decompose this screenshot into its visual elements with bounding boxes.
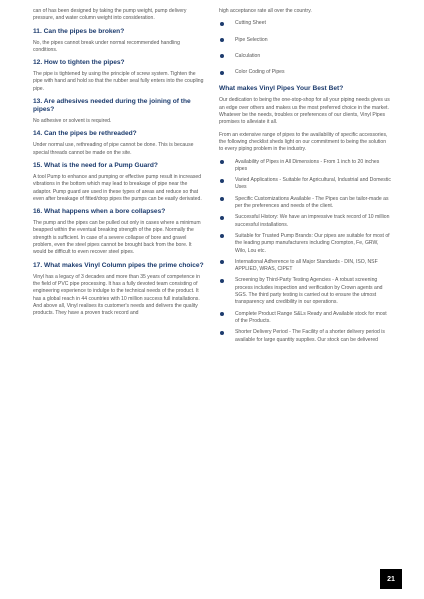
topics-list [219, 20, 391, 76]
list-item: Varied Applications - Suitable for Agricultural, Industrial and Domestic Uses [219, 177, 391, 192]
faq-heading-14: 14. Can the pipes be rethreaded? [33, 130, 137, 138]
right-intro: high acceptance rate all over the country. [219, 8, 312, 14]
list-item: Cutting Sheet [219, 20, 391, 27]
faq-heading-15: 15. What is the need for a Pump Guard? [33, 161, 158, 169]
bullet-icon [220, 22, 224, 26]
faq-answer-15: A tool Pump to enhance and pumping or effective pump result in increased vibrations in the bottom which may lead to breakage of pipe near the adaptor. Pump guard are used in these types of areas and reduce so that even after breakage of fitted/drop pipes the pumps can be easily derivated. [33, 173, 202, 202]
faq-heading-16: 16. What happens when a bore collapses? [33, 208, 166, 216]
list-item: Availability of Pipes in All Dimensions - From 1 inch to 20 inches pipes [219, 159, 391, 174]
list-item: Shorter Delivery Period - The Facility of a shorter delivery period is available for large quantity supplies. Our stock can be delivered [219, 329, 391, 344]
faq-answer-11: No, the pipes cannot break under normal recommended handling conditions. [33, 39, 180, 53]
list-item: Calculation [219, 53, 391, 60]
bullet-icon [220, 234, 224, 238]
faq-answer-12: The pipe is tightened by using the principle of screw system. Tighten the pipe with hand and hold so that the rubber seal fully enters into the coupling pipe. [33, 71, 204, 92]
right-column [219, 8, 391, 349]
list-item: Screening by Third-Party Testing Agencies - A robust screening process includes inspection and verification by Crown agents and SGS. The third party testing is carried out to ensure the utmost transparency and credibility in our operations. [219, 277, 391, 306]
best-bet-paragraph-2: From an extensive range of pipes to the availability of specific accessories, the following checklist sheds light on our commitment to being the solution to every piping problem in the industry. [219, 131, 388, 153]
bullet-icon [220, 279, 224, 283]
list-item: Suitable for Trusted Pump Brands: Our pipes are suitable for most of the leading pump manufacturers including Crompton, Fe, GRW, Wilo, Lou etc. [219, 233, 391, 255]
best-bet-heading: What makes Vinyl Pipes Your Best Bet? [219, 85, 344, 93]
list-item: Successful History: We have an impressive track record of 10 million successful installations. [219, 214, 391, 229]
bullet-icon [220, 312, 224, 316]
bullet-icon [220, 71, 224, 75]
faq-answer-14: Under normal use, rethreading of pipe cannot be done. This is because special threads cannot be made on the site. [33, 142, 194, 156]
faq-heading-13: 13. Are adhesives needed during the joining of the pipes? [33, 98, 191, 114]
bullet-icon [220, 38, 224, 42]
faq-answer-16: The pump and the pipes can be pulled out only in cases where a minimum beapped within the eventual breaking strength of the pipe. Normally the strength is sufficient. In case of a severe collapse of bore and gravel problem, even the steel pipes cannot be brought back from the bore. It would be difficult to even recover steel pipes. [33, 220, 201, 256]
list-item: Color Coding of Pipes [219, 69, 391, 76]
faq-answer-17: Vinyl has a legacy of 3 decades and more than 35 years of competence in the field of PVC pipe processing. It has a fully devoted team consisting of engineering experience to indulge to the technical needs of the product. It has a global reach in 44 countries with 10 million success full installations. And above all, Vinyl realises its customer's needs and delivers the quality products. They have a proven track record and [33, 273, 200, 317]
bullet-icon [220, 54, 224, 58]
bullet-icon [220, 216, 224, 220]
list-item: International Adherence to all Major Standards - DIN, ISO, NSF APPLIED, WRAS, CIPET [219, 259, 391, 274]
left-intro: can of has been designed by taking the pump weight, pump delivery pressure, and water column weight into consideration. [33, 8, 187, 22]
bullet-icon [220, 160, 224, 164]
left-column [33, 8, 205, 322]
features-list [219, 159, 391, 344]
page-number: 21 [380, 569, 402, 589]
list-item: Complete Product Range S&Ls Ready and Available stock for most of the Products. [219, 311, 391, 326]
bullet-icon [220, 179, 224, 183]
bullet-icon [220, 331, 224, 335]
faq-heading-17: 17. What makes Vinyl Column pipes the prime choice? [33, 261, 204, 269]
faq-answer-13: No adhesive or solvent is required. [33, 118, 112, 125]
list-item: Pipe Selection [219, 37, 391, 44]
bullet-icon [220, 260, 224, 264]
faq-heading-12: 12. How to tighten the pipes? [33, 59, 125, 67]
list-item: Specific Customizations Available - The Pipes can be tailor-made as per the preferences and needs of the client. [219, 196, 391, 211]
faq-heading-11: 11. Can the pipes be broken? [33, 27, 125, 35]
bullet-icon [220, 197, 224, 201]
best-bet-paragraph-1: Our dedication to being the one-stop-shop for all your piping needs gives us an edge over others and makes us the most preferred choice in the market. Whatever be the needs, troubles or preferences of our clients, Vinyl Pipes promises to alleviate it all. [219, 97, 390, 126]
